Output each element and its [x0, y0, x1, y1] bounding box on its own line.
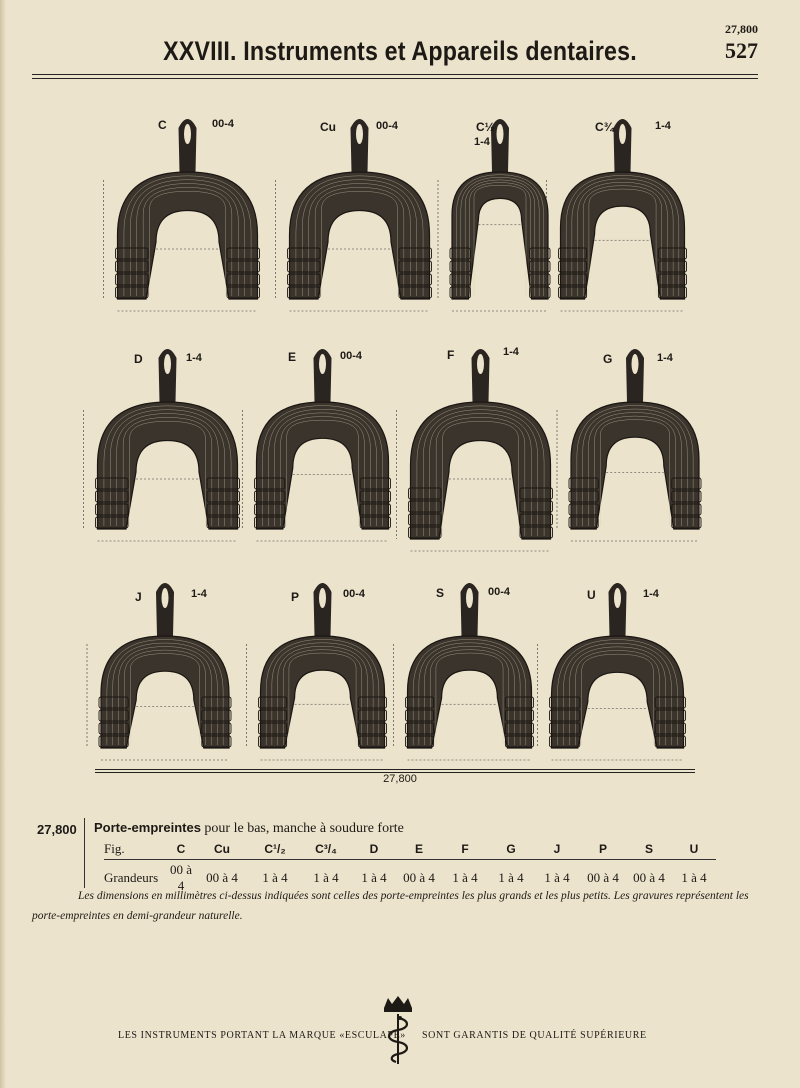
size-cell: 1 à 4 — [681, 870, 707, 885]
tray-s-drawing — [392, 572, 547, 772]
tray-figure-u — [535, 572, 700, 777]
row-label-fig: Fig. — [104, 839, 168, 860]
tray-figure-p — [245, 572, 400, 777]
figure-range: 00-4 — [376, 120, 399, 132]
col-fig: C¹/₂ — [250, 839, 300, 860]
col-fig: U — [672, 839, 716, 860]
col-fig: J — [534, 839, 580, 860]
figure-letter: J — [135, 590, 142, 604]
figure-range: 1-4 — [474, 136, 490, 148]
tray-c-three-quarter-drawing — [545, 108, 700, 323]
figure-letter: F — [447, 348, 455, 362]
tray-figure-c — [100, 108, 275, 328]
tray-figure-c-three-quarter — [545, 108, 700, 328]
row-label-sizes: Grandeurs — [104, 870, 159, 885]
figure-range: 00-4 — [212, 118, 235, 130]
size-cell: 1 à 4 — [452, 870, 478, 885]
tray-u-drawing — [535, 572, 700, 772]
page-edge — [0, 0, 6, 1088]
tray-f-drawing — [393, 338, 568, 563]
figure-letter: U — [587, 588, 596, 602]
size-cell: 00 à 4 — [633, 870, 665, 885]
figure-range: 00-4 — [488, 586, 511, 598]
size-cell: 00 à 4 — [403, 870, 435, 885]
figure-letter: C½ — [476, 120, 495, 134]
col-fig: D — [352, 839, 396, 860]
figure-letter: Cu — [320, 120, 336, 134]
col-fig: C³/₄ — [300, 839, 352, 860]
tray-g-drawing — [555, 338, 715, 553]
tray-figure-f — [393, 338, 568, 568]
col-fig: P — [580, 839, 626, 860]
page-number: 527 — [725, 38, 758, 63]
figure-range: 00-4 — [340, 350, 363, 362]
section-title — [94, 820, 404, 837]
figure-letter: D — [134, 352, 143, 366]
footer-left-text: LES INSTRUMENTS PORTANT LA MARQUE «ESCULAPE» — [118, 1030, 406, 1041]
size-cell: 1 à 4 — [361, 870, 387, 885]
figure-range: 1-4 — [643, 588, 659, 600]
table-row-fig — [104, 839, 716, 860]
tray-figure-d — [80, 338, 255, 558]
tray-figure-g — [555, 338, 715, 558]
header-code: 27,800 — [725, 22, 758, 36]
tray-figure-e — [240, 338, 405, 558]
figures-code: 27,800 — [383, 773, 417, 785]
figure-range: 00-4 — [343, 588, 366, 600]
section-title-rest: pour le bas, manche à soudure forte — [204, 821, 404, 836]
tray-p-drawing — [245, 572, 400, 772]
size-cell: 1 à 4 — [498, 870, 524, 885]
size-cell: 1 à 4 — [262, 870, 288, 885]
col-fig: G — [488, 839, 534, 860]
section-code: 27,800 — [37, 822, 77, 837]
figure-letter: P — [291, 590, 300, 604]
footer-right-text: SONT GARANTIS DE QUALITÉ SUPÉRIEURE — [422, 1030, 647, 1041]
figure-letter: S — [436, 586, 445, 600]
size-cell: 00 à 4 — [587, 870, 619, 885]
figure-range: 1-4 — [186, 352, 202, 364]
section-divider — [84, 818, 85, 888]
figure-range: 1-4 — [655, 120, 671, 132]
dimensions-note: Les dimensions en millimètres ci-dessus indiquées sont celles des porte-empreintes les plus grands et les plus petits. Les gravures représentent les porte-empreintes en demi-grandeur naturelle. — [32, 890, 749, 922]
figure-letter: C¾ — [595, 120, 614, 134]
col-fig: C — [168, 839, 194, 860]
tray-cu-drawing — [272, 108, 447, 323]
tray-figure-s — [392, 572, 547, 777]
tray-d-drawing — [80, 338, 255, 553]
col-fig: E — [396, 839, 442, 860]
tray-c-half-drawing — [440, 108, 560, 323]
section-title-bold: Porte-empreintes — [94, 820, 201, 835]
col-fig: Cu — [194, 839, 250, 860]
tray-j-drawing — [85, 572, 245, 772]
tray-e-drawing — [240, 338, 405, 553]
esculape-logo — [378, 994, 418, 1071]
header-rule — [32, 74, 758, 75]
size-cell: 00 à 4 — [206, 870, 238, 885]
size-cell: 00 à 4 — [169, 862, 193, 893]
page-title: XXVIII. Instruments et Appareils dentaires. — [163, 36, 637, 66]
figure-range: 1-4 — [657, 352, 673, 364]
size-cell: 1 à 4 — [544, 870, 570, 885]
tray-figure-c-half — [440, 108, 560, 328]
tray-figure-cu — [272, 108, 447, 328]
col-fig: F — [442, 839, 488, 860]
col-fig: S — [626, 839, 672, 860]
figure-range: 1-4 — [191, 588, 207, 600]
figure-letter: E — [288, 350, 297, 364]
tray-c-drawing — [100, 108, 275, 323]
figure-letter: G — [603, 352, 613, 366]
figures-baseline — [95, 769, 695, 770]
figure-range: 1-4 — [503, 346, 519, 358]
size-cell: 1 à 4 — [313, 870, 339, 885]
figure-letter: C — [158, 118, 167, 132]
header-rule-thin — [32, 78, 758, 79]
tray-figure-j — [85, 572, 245, 777]
